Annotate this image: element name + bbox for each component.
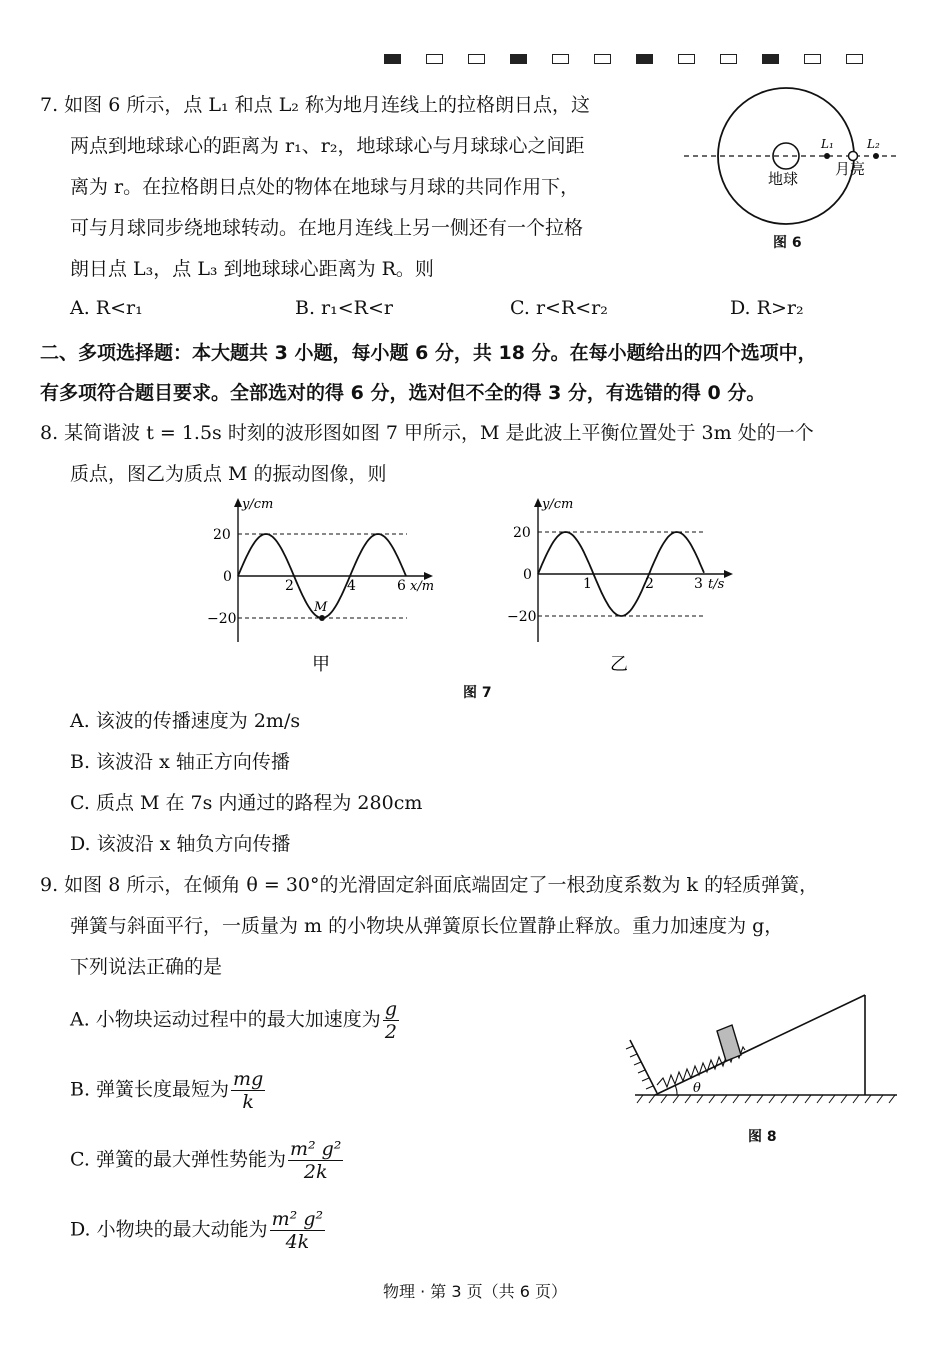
ytick: 20 [213,527,231,543]
figure-7-caption: 图 7 [463,685,492,701]
q8-line: 8. 某简谐波 t = 1.5s 时刻的波形图如图 7 甲所示，M 是此波上平衡位置处于 3m 处的一个 [40,422,814,444]
q9-line: 弹簧与斜面平行，一质量为 m 的小物块从弹簧原长位置静止释放。重力加速度为 g， [70,915,784,937]
q8-line: 质点，图乙为质点 M 的振动图像，则 [70,463,387,485]
q7-option-b: B. r₁<R<r [295,297,393,319]
xtick: 6 [397,578,406,594]
figure-7-wave-graph [195,492,445,682]
section-2-heading-cont: 有多项符合题目要求。全部选对的得 6 分，选对但不全的得 3 分，有选错的得 0 分。 [40,382,766,404]
q7-option-a: A. R<r₁ [70,297,143,319]
xtick: 2 [285,578,294,594]
ylabel: y/cm [242,497,274,512]
q7-line: 7. 如图 6 所示，点 L₁ 和点 L₂ 称为地月连线上的拉格朗日点，这 [40,94,590,116]
ytick: 0 [523,567,532,583]
xlabel: t/s [708,577,725,592]
moon-label: 月亮 [835,160,866,178]
figure-8-incline-spring [625,985,910,1115]
point-m-label: M [314,600,328,615]
figure-label-yi: 乙 [610,654,628,675]
xlabel: x/m [410,579,435,594]
earth-label: 地球 [768,170,799,188]
ylabel: y/cm [542,497,574,512]
xtick: 2 [645,576,654,592]
figure-7-vibration-graph [495,492,745,682]
xtick: 4 [347,578,356,594]
ytick: 20 [513,525,531,541]
q7-line: 可与月球同步绕地球转动。在地月连线上另一侧还有一个拉格 [70,217,584,239]
l2-label: L₂ [867,137,880,151]
ytick: 0 [223,569,232,585]
figure-label-jia: 甲 [312,654,330,675]
q7-option-d: D. R>r₂ [730,297,804,319]
q8-option-b: B. 该波沿 x 轴正方向传播 [70,751,290,773]
q9-line: 9. 如图 8 所示，在倾角 θ = 30°的光滑固定斜面底端固定了一根劲度系数为 k 的轻质弹簧， [40,874,819,896]
angle-theta-label: θ [693,1081,701,1096]
ytick: −20 [507,609,537,625]
page-footer: 物理 · 第 3 页（共 6 页） [383,1282,567,1301]
xtick: 1 [583,576,592,592]
q9-option-b: B. 弹簧长度最短为 $\frac{mg}{k}$ [70,1068,264,1113]
figure-6-earth-moon [680,76,900,256]
l1-label: L₁ [821,137,834,151]
figure-8-caption: 图 8 [748,1129,777,1145]
q9-line: 下列说法正确的是 [70,956,223,978]
q8-option-d: D. 该波沿 x 轴负方向传播 [70,833,291,855]
figure-6-caption: 图 6 [773,235,802,251]
q9-option-d: D. 小物块的最大动能为 $\frac{\text{m² g²}}{4k}$ [70,1208,324,1253]
q7-line: 两点到地球球心的距离为 r₁、r₂，地球球心与月球球心之间距 [70,135,585,157]
q7-option-c: C. r<R<r₂ [510,297,608,319]
q8-option-a: A. 该波的传播速度为 2m/s [70,710,301,732]
q9-option-a: A. 小物块运动过程中的最大加速度为 $\frac{g}{2}$ [70,998,397,1043]
registration-marks [384,54,864,68]
q8-option-c: C. 质点 M 在 7s 内通过的路程为 280cm [70,792,423,814]
ytick: −20 [207,611,237,627]
q7-line: 朗日点 L₃，点 L₃ 到地球球心距离为 R。则 [70,258,434,280]
section-2-heading: 二、多项选择题：本大题共 3 小题，每小题 6 分，共 18 分。在每小题给出的四个选项中， [40,342,817,364]
q9-option-c: C. 弹簧的最大弹性势能为 $\frac{\text{m² g²}}{2k}$ [70,1138,342,1183]
q7-line: 离为 r。在拉格朗日点处的物体在地球与月球的共同作用下， [70,176,580,198]
xtick: 3 [694,576,703,592]
